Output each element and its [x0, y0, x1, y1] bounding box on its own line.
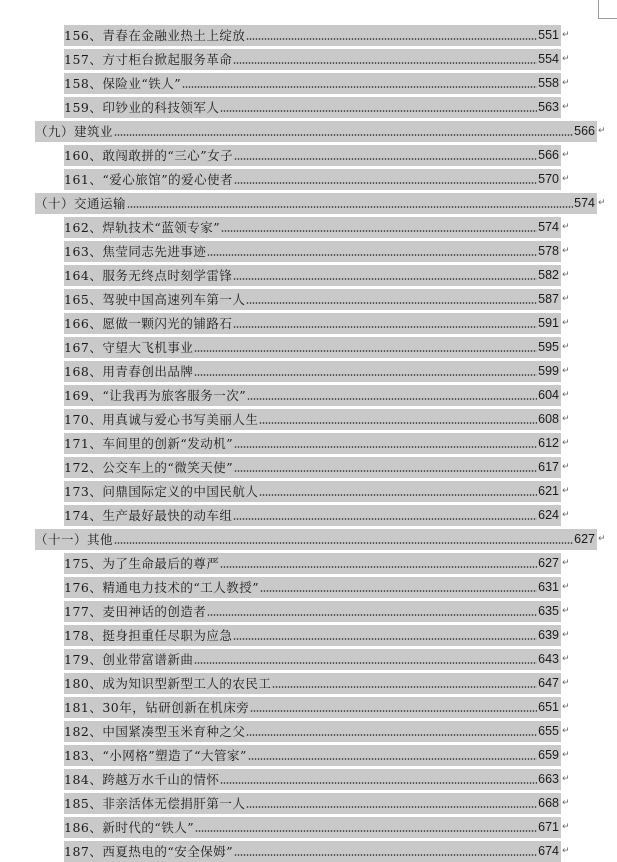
toc-dot-leader [234, 445, 537, 449]
toc-page-number: 631 [538, 580, 559, 594]
paragraph-mark-icon: ↵ [562, 726, 570, 736]
paragraph-mark-icon: ↵ [562, 798, 570, 808]
toc-dot-leader [233, 277, 537, 281]
toc-entry-title: 180、成为知识型新型工人的农民工 [64, 676, 272, 691]
toc-entry-title: 175、为了生命最后的尊严 [64, 556, 220, 571]
toc-page-number: 621 [538, 484, 559, 498]
toc-entry-title: 184、跨越万水千山的情怀 [64, 772, 220, 787]
toc-page-number: 651 [538, 700, 559, 714]
toc-dot-leader [207, 613, 537, 617]
toc-entry-title: 157、方寸柜台掀起服务革命 [64, 52, 233, 67]
toc-page-number: 608 [538, 412, 559, 426]
toc-entry-title: 163、焦莹同志先进事迹 [64, 244, 207, 259]
toc-entry[interactable] [64, 673, 561, 694]
paragraph-mark-icon: ↵ [562, 558, 570, 568]
paragraph-mark-icon: ↵ [598, 534, 606, 544]
paragraph-mark-icon: ↵ [562, 342, 570, 352]
toc-page-number: 591 [538, 316, 559, 330]
paragraph-mark-icon: ↵ [598, 126, 606, 136]
toc-dot-leader [246, 301, 537, 305]
toc-entry[interactable] [64, 169, 561, 190]
toc-entry[interactable] [64, 505, 561, 526]
toc-entry-title: 177、麦田神话的创造者 [64, 604, 207, 619]
toc-entry-title: 183、“小网格”塑造了“大管家” [64, 748, 247, 763]
toc-entry[interactable] [64, 649, 561, 670]
toc-dot-leader [234, 469, 537, 473]
paragraph-mark-icon: ↵ [562, 654, 570, 664]
toc-dot-leader [221, 229, 537, 233]
toc-entry-title: （十一）其他 [35, 532, 114, 547]
paragraph-mark-icon: ↵ [562, 318, 570, 328]
toc-page-number: 627 [538, 556, 559, 570]
paragraph-mark-icon: ↵ [562, 750, 570, 760]
toc-page-number: 578 [538, 244, 559, 258]
toc-entry-title: 159、印钞业的科技领军人 [64, 100, 220, 115]
toc-entry-title: 160、敢闯敢拼的“三心”女子 [64, 148, 234, 163]
paragraph-mark-icon: ↵ [562, 174, 570, 184]
toc-page-number: 647 [538, 676, 559, 690]
toc-dot-leader [233, 325, 537, 329]
toc-dot-leader [194, 661, 537, 665]
toc-entry[interactable] [64, 289, 561, 310]
toc-dot-leader [234, 157, 537, 161]
toc-dot-leader [272, 685, 537, 689]
paragraph-mark-icon: ↵ [562, 102, 570, 112]
toc-page-number: 627 [574, 532, 595, 546]
toc-entry-title: 178、挺身担重任尽职为应急 [64, 628, 233, 643]
toc-dot-leader [233, 61, 537, 65]
toc-entry-title: 182、中国紧凑型玉米育种之父 [64, 724, 246, 739]
toc-page-number: 671 [538, 820, 559, 834]
toc-entry[interactable] [64, 145, 561, 166]
toc-entry[interactable] [64, 625, 561, 646]
toc-entry-title: 179、创业带富谱新曲 [64, 652, 194, 667]
toc-entry[interactable] [64, 265, 561, 286]
paragraph-mark-icon: ↵ [562, 678, 570, 688]
toc-page-number: 635 [538, 604, 559, 618]
toc-entry[interactable] [64, 217, 561, 238]
toc-dot-leader [233, 517, 537, 521]
toc-page-number: 655 [538, 724, 559, 738]
toc-entry-title: 167、守望大飞机事业 [64, 340, 194, 355]
paragraph-mark-icon: ↵ [562, 582, 570, 592]
paragraph-mark-icon: ↵ [562, 366, 570, 376]
toc-entry-title: 158、保险业“铁人” [64, 76, 182, 91]
toc-entry[interactable] [64, 337, 561, 358]
toc-dot-leader [248, 757, 537, 761]
toc-page-number: 554 [538, 52, 559, 66]
paragraph-mark-icon: ↵ [562, 438, 570, 448]
toc-dot-leader [247, 397, 537, 401]
paragraph-mark-icon: ↵ [562, 486, 570, 496]
toc-page-number: 663 [538, 772, 559, 786]
toc-dot-leader [194, 349, 537, 353]
toc-page-number: 574 [538, 220, 559, 234]
toc-page-number: 639 [538, 628, 559, 642]
paragraph-mark-icon: ↵ [562, 702, 570, 712]
toc-section-heading[interactable] [35, 529, 597, 550]
toc-dot-leader [207, 253, 537, 257]
toc-dot-leader [259, 421, 537, 425]
toc-entry[interactable] [64, 601, 561, 622]
toc-entry-title: 174、生产最好最快的动车组 [64, 508, 233, 523]
toc-dot-leader [114, 541, 573, 545]
toc-entry[interactable] [64, 817, 561, 838]
toc-entry[interactable] [64, 481, 561, 502]
toc-page-number: 566 [538, 148, 559, 162]
toc-page-number: 599 [538, 364, 559, 378]
toc-entry[interactable] [64, 313, 561, 334]
toc-entry-title: 161、“爱心旅馆”的爱心使者 [64, 172, 234, 187]
toc-page-number: 617 [538, 460, 559, 474]
paragraph-mark-icon: ↵ [562, 462, 570, 472]
toc-dot-leader [246, 805, 537, 809]
toc-entry[interactable] [64, 697, 561, 718]
toc-page-number: 595 [538, 340, 559, 354]
toc-entry[interactable] [64, 577, 561, 598]
toc-dot-leader [246, 37, 537, 41]
toc-dot-leader [260, 589, 537, 593]
toc-dot-leader [195, 829, 537, 833]
toc-entry-title: 181、30年，钻研创新在机床旁 [64, 700, 250, 715]
toc-entry-title: 156、青春在金融业热土上绽放 [64, 28, 246, 43]
toc-page-number: 551 [538, 28, 559, 42]
toc-page-number: 668 [538, 796, 559, 810]
paragraph-mark-icon: ↵ [562, 774, 570, 784]
toc-entry[interactable] [64, 745, 561, 766]
paragraph-mark-icon: ↵ [562, 846, 570, 856]
toc-entry[interactable] [64, 457, 561, 478]
toc-entry[interactable] [64, 409, 561, 430]
toc-entry-title: 172、公交车上的“微笑天使” [64, 460, 234, 475]
toc-dot-leader [259, 493, 537, 497]
toc-entry-title: （十）交通运输 [35, 196, 127, 211]
toc-page-number: 574 [574, 196, 595, 210]
paragraph-mark-icon: ↵ [562, 630, 570, 640]
toc-entry-title: 173、问鼎国际定义的中国民航人 [64, 484, 259, 499]
paragraph-mark-icon: ↵ [598, 198, 606, 208]
paragraph-mark-icon: ↵ [562, 246, 570, 256]
toc-section-heading[interactable] [35, 121, 597, 142]
toc-page-number: 612 [538, 436, 559, 450]
toc-entry[interactable] [64, 241, 561, 262]
toc-entry-title: 166、愿做一颗闪光的铺路石 [64, 316, 233, 331]
toc-entry-title: 165、驾驶中国高速列车第一人 [64, 292, 246, 307]
paragraph-mark-icon: ↵ [562, 390, 570, 400]
toc-entry-title: 186、新时代的“铁人” [64, 820, 195, 835]
paragraph-mark-icon: ↵ [562, 222, 570, 232]
toc-page-number: 674 [538, 844, 559, 858]
toc-dot-leader [220, 781, 537, 785]
toc-page-number: 558 [538, 76, 559, 90]
toc-entry[interactable] [64, 793, 561, 814]
toc-entry[interactable] [64, 73, 561, 94]
toc-entry-title: 185、非亲活体无偿捐肝第一人 [64, 796, 246, 811]
toc-dot-leader [220, 565, 537, 569]
toc-entry-title: 169、“让我再为旅客服务一次” [64, 388, 247, 403]
toc-page-number: 563 [538, 100, 559, 114]
toc-page-number: 570 [538, 172, 559, 186]
toc-entry[interactable] [64, 49, 561, 70]
paragraph-mark-icon: ↵ [562, 54, 570, 64]
toc-page-number: 604 [538, 388, 559, 402]
toc-section-heading[interactable] [35, 193, 597, 214]
toc-entry[interactable] [64, 553, 561, 574]
toc-page-number: 659 [538, 748, 559, 762]
paragraph-mark-icon: ↵ [562, 150, 570, 160]
toc-entry-title: （九）建筑业 [35, 124, 114, 139]
paragraph-mark-icon: ↵ [562, 510, 570, 520]
toc-entry[interactable] [64, 721, 561, 742]
toc-page-number: 582 [538, 268, 559, 282]
paragraph-mark-icon: ↵ [562, 414, 570, 424]
toc-page-number: 587 [538, 292, 559, 306]
toc-entry[interactable] [64, 25, 561, 46]
toc-dot-leader [250, 709, 537, 713]
toc-entry-title: 162、焊轨技术“蓝领专家” [64, 220, 221, 235]
toc-entry-title: 176、精通电力技术的“工人教授” [64, 580, 260, 595]
toc-entry-title: 164、服务无终点时刻学雷锋 [64, 268, 233, 283]
paragraph-mark-icon: ↵ [562, 30, 570, 40]
toc-entry[interactable] [64, 841, 561, 862]
toc-entry-title: 171、车间里的创新“发动机” [64, 436, 234, 451]
toc-entry[interactable] [64, 769, 561, 790]
paragraph-mark-icon: ↵ [562, 294, 570, 304]
toc-dot-leader [246, 733, 537, 737]
paragraph-mark-icon: ↵ [562, 270, 570, 280]
toc-entry[interactable] [64, 433, 561, 454]
toc-entry[interactable] [64, 361, 561, 382]
toc-entry-title: 170、用真诚与爱心书写美丽人生 [64, 412, 259, 427]
toc-dot-leader [194, 373, 537, 377]
toc-entry[interactable] [64, 97, 561, 118]
page-corner-mark-icon [598, 0, 617, 19]
toc-dot-leader [182, 85, 537, 89]
toc-page-number: 643 [538, 652, 559, 666]
paragraph-mark-icon: ↵ [562, 822, 570, 832]
toc-dot-leader [234, 181, 537, 185]
toc-entry[interactable] [64, 385, 561, 406]
paragraph-mark-icon: ↵ [562, 606, 570, 616]
paragraph-mark-icon: ↵ [562, 78, 570, 88]
toc-dot-leader [233, 637, 537, 641]
toc-page-number: 566 [574, 124, 595, 138]
toc-page-number: 624 [538, 508, 559, 522]
toc-dot-leader [220, 109, 537, 113]
toc-dot-leader [127, 205, 573, 209]
toc-dot-leader [114, 133, 573, 137]
toc-entry-title: 187、西夏热电的“安全保姆” [64, 844, 234, 859]
toc-entry-title: 168、用青春创出品牌 [64, 364, 194, 379]
toc-dot-leader [234, 853, 537, 857]
